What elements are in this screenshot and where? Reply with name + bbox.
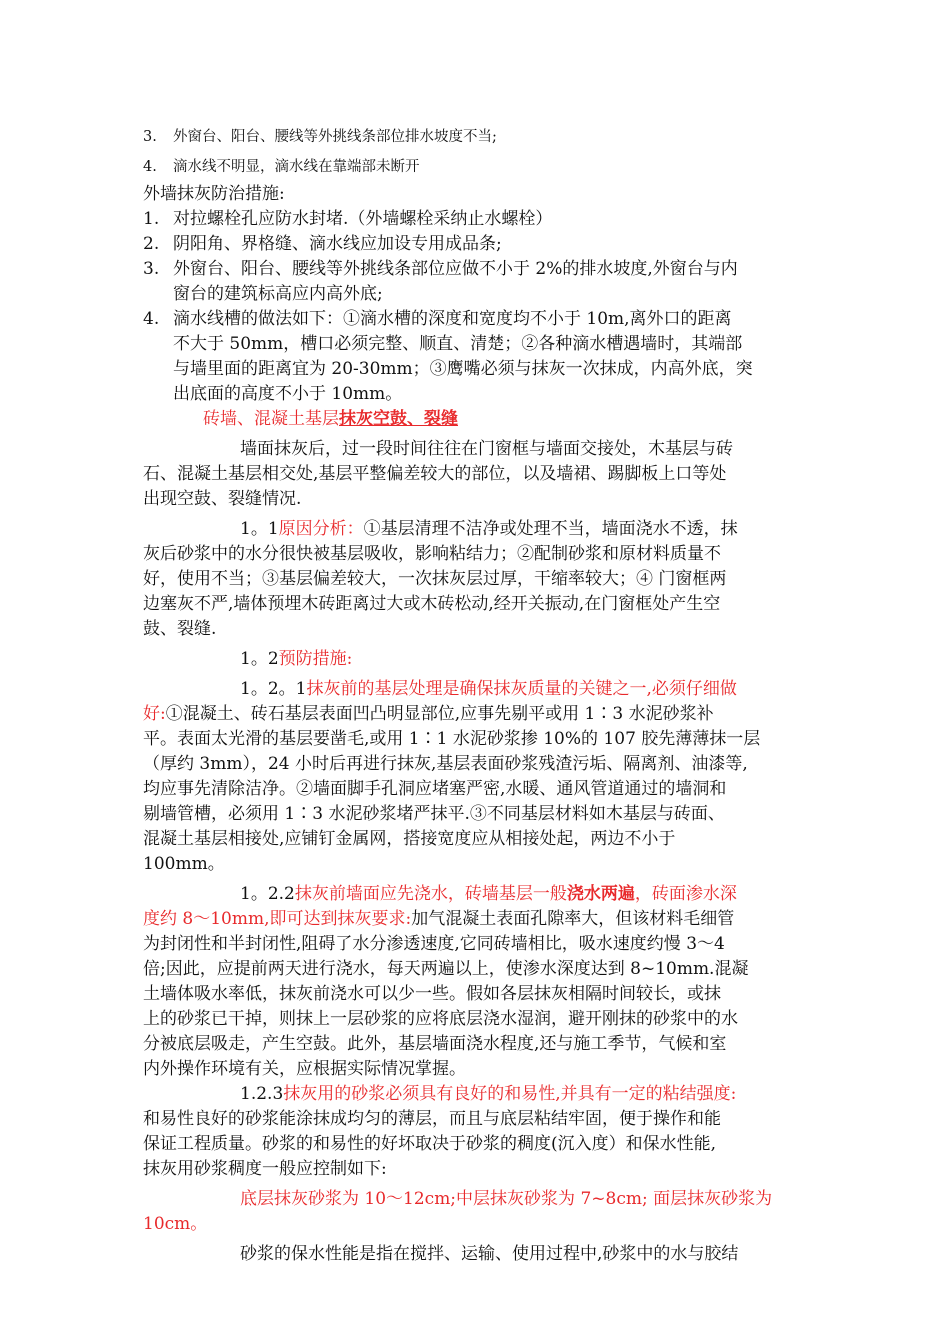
prevention-3-cont: 保证工程质量。砂浆的和易性的好坏取决于砂浆的稠度(沉入度）和保水性能,	[143, 1134, 717, 1154]
prevention-2-cont	[143, 907, 811, 932]
prevention-1-heading: 抹灰前的基层处理是确保抹灰质量的关键之一,必须仔细做	[306, 679, 737, 699]
prevention-2-heading-end: 度约 8～10mm,即可达到抹灰要求:	[143, 909, 412, 929]
cause-analysis-text: ①基层清理不洁净或处理不当，墙面浇水不透，抹	[363, 519, 738, 539]
prevention-1-text: ①混凝土、砖石基层表面凹凸明显部位,应事先剔平或用 1∶3 水泥砂浆补	[165, 704, 714, 724]
cause-analysis-label: 原因分析：	[278, 519, 364, 539]
intro-paragraph-cont: 石、混凝土基层相交处,基层平整偏差较大的部位，以及墙裙、踢脚板上口等处	[143, 464, 727, 484]
list-text: 外窗台、阳台、腰线等外挑线条部位应做不小于 2%的排水坡度,外窗台与内	[173, 259, 738, 279]
prevention-1-cont: 平。表面太光滑的基层要凿毛,或用 1∶1 水泥砂浆掺 10%的 107 胶先薄薄抹一层	[143, 729, 761, 749]
prevention-2-cont: 内外操作环境有关，应根据实际情况掌握。	[143, 1059, 466, 1079]
list-text: 外窗台、阳台、腰线等外挑线条部位排水坡度不当;	[173, 129, 497, 145]
prevention-2-text: 加气混凝土表面孔隙率大，但该材料毛细管	[411, 909, 735, 929]
section-number: 1。2。1	[240, 679, 307, 699]
section-number: 1.2.3	[240, 1084, 284, 1104]
measure-item-4	[143, 307, 811, 332]
list-number: 4.	[143, 159, 157, 175]
prevention-2-emphasis: 浇水两遍	[566, 884, 635, 904]
section-number: 1。2	[240, 649, 279, 669]
section-title-emphasis: 抹灰空鼓、裂缝	[339, 409, 458, 429]
prevention-1-cont: （厚约 3mm），24 小时后再进行抹灰,基层表面砂浆残渣污垢、隔离剂、油漆等,	[143, 754, 748, 774]
cause-analysis-cont: 鼓、裂缝.	[143, 619, 217, 639]
prevention-1-cont	[143, 702, 811, 727]
cause-analysis-cont: 边塞灰不严,墙体预埋木砖距离过大或木砖松动,经开关振动,在门窗框处产生空	[143, 594, 721, 614]
prevention-1-first	[143, 677, 811, 702]
prevention-2-heading: 抹灰前墙面应先浇水，砖墙基层一般	[294, 884, 567, 904]
list-number: 1.	[143, 209, 160, 229]
prevention-2-cont: 为封闭性和半封闭性,阻碍了水分渗透速度,它同砖墙相比，吸水速度约慢 3～4	[143, 934, 725, 954]
prevention-heading	[143, 647, 811, 672]
cause-item-4	[143, 152, 811, 182]
measure-item-3-cont: 窗台的建筑标高应内高外底;	[173, 284, 383, 304]
prevention-3-cont: 抹灰用砂浆稠度一般应控制如下:	[143, 1159, 387, 1179]
cause-item-3	[143, 122, 811, 152]
intro-paragraph: 墙面抹灰后，过一段时间往往在门窗框与墙面交接处，木基层与砖	[240, 439, 733, 459]
water-retention-paragraph: 砂浆的保水性能是指在搅拌、运输、使用过程中,砂浆中的水与胶结	[240, 1244, 739, 1264]
prevention-2-cont: 土墙体吸水率低，抹灰前浇水可以少一些。假如各层抹灰相隔时间较长，或抹	[143, 984, 721, 1004]
prevention-1-cont: 均应事先清除洁净。②墙面脚手孔洞应堵塞严密,水暖、通风管道通过的墙洞和	[143, 779, 727, 799]
list-text: 对拉螺栓孔应防水封堵.（外墙螺栓采纳止水螺栓）	[173, 209, 553, 229]
prevention-2-cont: 倍;因此，应提前两天进行浇水，每天两遍以上，使渗水深度达到 8~10mm.混凝	[143, 959, 749, 979]
measure-item-3	[143, 257, 811, 282]
prevention-3-first	[143, 1082, 811, 1107]
prevention-label: 预防措施:	[278, 649, 353, 669]
prevention-2-first	[143, 882, 811, 907]
prevention-1-heading-end: 好:	[143, 704, 166, 724]
measure-item-4-cont: 不大于 50mm，槽口必须完整、顺直、清楚；②各种滴水槽遇墙时，其端部	[173, 334, 743, 354]
section-title	[143, 407, 811, 432]
prevention-1-cont: 混凝土基层相接处,应铺钉金属网，搭接宽度应从相接处起，两边不小于	[143, 829, 676, 849]
prevention-2-cont: 分被底层吸走，产生空鼓。此外，基层墙面浇水程度,还与施工季节，气候和室	[143, 1034, 727, 1054]
prevention-3-cont: 和易性良好的砂浆能涂抹成均匀的薄层，而且与底层粘结牢固，便于操作和能	[143, 1109, 721, 1129]
measure-item-2	[143, 232, 811, 257]
intro-paragraph-cont: 出现空鼓、裂缝情况.	[143, 489, 302, 509]
measure-item-4-cont: 与墙里面的距离宜为 20-30mm；③鹰嘴必须与抹灰一次抹成，内高外底，突	[173, 359, 753, 379]
list-text: 滴水线不明显，滴水线在靠端部未断开	[173, 159, 420, 175]
list-number: 3.	[143, 259, 160, 279]
section-number: 1。1	[240, 519, 279, 539]
list-text: 阴阳角、界格缝、滴水线应加设专用成品条;	[173, 234, 502, 254]
cause-analysis-cont: 好，使用不当；③基层偏差较大，一次抹灰层过厚，干缩率较大；④ 门窗框两	[143, 569, 727, 589]
document-page	[143, 122, 811, 1267]
measure-item-1	[143, 207, 811, 232]
measures-heading: 外墙抹灰防治措施:	[143, 184, 285, 204]
list-number: 2.	[143, 234, 160, 254]
cause-analysis-first	[143, 517, 811, 542]
section-number: 1。2.2	[240, 884, 295, 904]
mortar-spec: 底层抹灰砂浆为 10～12cm;中层抹灰砂浆为 7~8cm; 面层抹灰砂浆为	[240, 1189, 773, 1209]
measure-item-4-cont: 出底面的高度不小于 10mm。	[173, 384, 403, 404]
section-title-prefix: 砖墙、混凝土基层	[203, 409, 339, 429]
prevention-1-cont: 剔墙管槽，必须用 1∶3 水泥砂浆堵严抹平.③不同基层材料如木基层与砖面、	[143, 804, 725, 824]
mortar-spec-cont: 10cm。	[143, 1214, 208, 1234]
prevention-1-cont: 100mm。	[143, 854, 225, 874]
prevention-2-cont: 上的砂浆已干掉，则抹上一层砂浆的应将底层浇水湿润，避开刚抹的砂浆中的水	[143, 1009, 738, 1029]
list-text: 滴水线槽的做法如下：①滴水槽的深度和宽度均不小于 10m,离外口的距离	[173, 309, 732, 329]
prevention-2-heading-b: ，砖面渗水深	[634, 884, 737, 904]
list-number: 3.	[143, 129, 157, 145]
cause-analysis-cont: 灰后砂浆中的水分很快被基层吸收，影响粘结力；②配制砂浆和原材料质量不	[143, 544, 721, 564]
list-number: 4.	[143, 309, 160, 329]
prevention-3-heading: 抹灰用的砂浆必须具有良好的和易性,并具有一定的粘结强度:	[283, 1084, 737, 1104]
